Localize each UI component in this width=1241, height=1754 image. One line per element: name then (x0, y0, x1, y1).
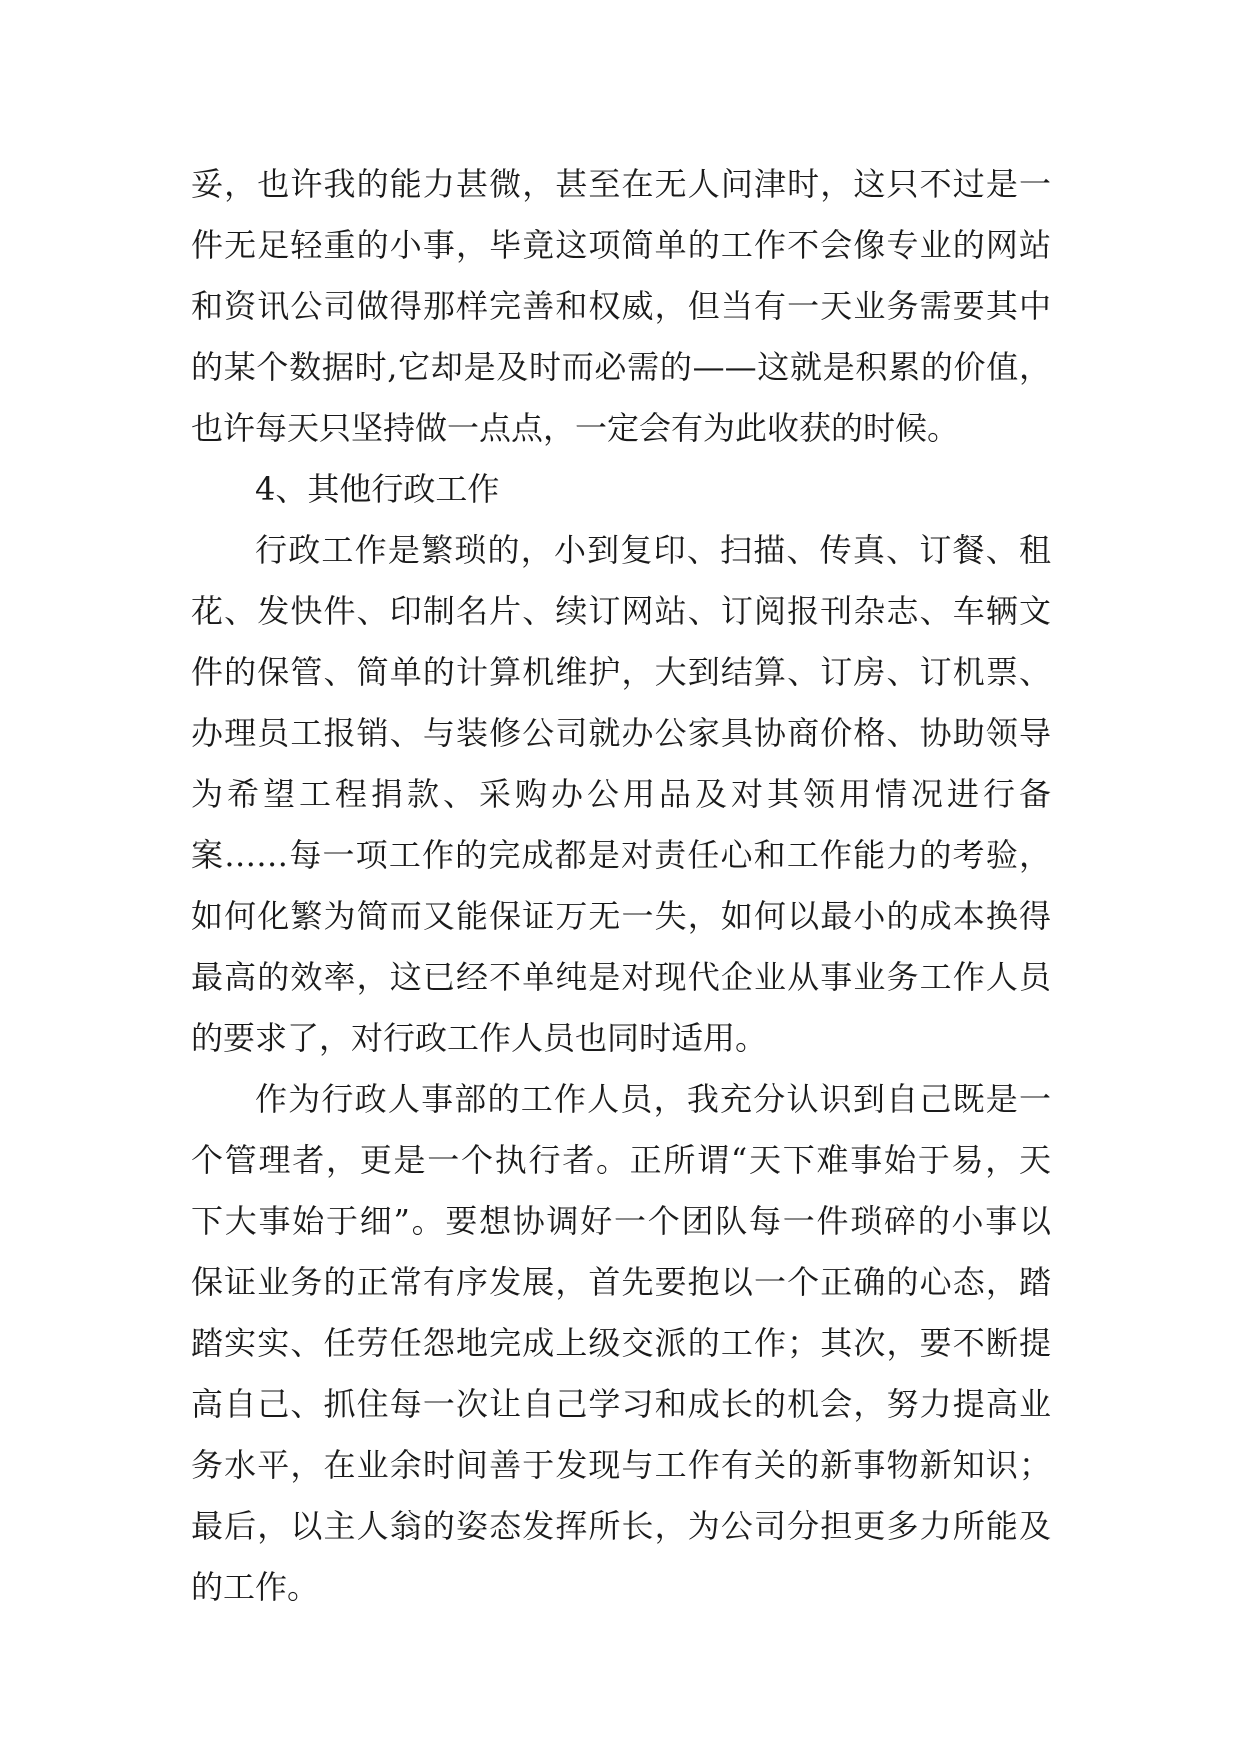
text-line: 如何化繁为简而又能保证万无一失，如何以最小的成本换得 (191, 897, 1051, 935)
text-line: 件的保管、简单的计算机维护，大到结算、订房、订机票、 (191, 653, 1051, 691)
text-line: 的要求了，对行政工作人员也同时适用。 (191, 1019, 768, 1057)
document-body (191, 154, 1051, 1618)
text-line: 也许每天只坚持做一点点，一定会有为此收获的时候。 (191, 409, 960, 447)
text-line: 最高的效率，这已经不单纯是对现代企业从事业务工作人员 (191, 958, 1051, 996)
text-line: 的工作。 (191, 1568, 320, 1606)
text-line: 下大事始于细”。要想协调好一个团队每一件琐碎的小事以 (191, 1202, 1051, 1240)
text-line: 作为行政人事部的工作人员，我充分认识到自己既是一 (255, 1080, 1051, 1118)
text-line: 最后，以主人翁的姿态发挥所长，为公司分担更多力所能及 (191, 1507, 1051, 1545)
paragraph-staff-role (191, 1069, 1051, 1618)
text-line: 件无足轻重的小事，毕竟这项简单的工作不会像专业的网站 (191, 226, 1051, 264)
text-line: 的某个数据时,它却是及时而必需的——这就是积累的价值， (191, 348, 1051, 386)
section-heading: 4、其他行政工作 (255, 470, 500, 508)
text-line: 为希望工程捐款、采购办公用品及对其领用情况进行备 (191, 775, 1051, 813)
text-line: 妥，也许我的能力甚微，甚至在无人问津时，这只不过是一 (191, 165, 1051, 203)
text-line: 案……每一项工作的完成都是对责任心和工作能力的考验， (191, 836, 1051, 874)
paragraph-continuation (191, 154, 1051, 459)
text-line: 行政工作是繁琐的，小到复印、扫描、传真、订餐、租 (255, 531, 1051, 569)
text-line: 务水平，在业余时间善于发现与工作有关的新事物新知识； (191, 1446, 1051, 1484)
paragraph-admin-work (191, 520, 1051, 1069)
text-line: 办理员工报销、与装修公司就办公家具协商价格、协助领导 (191, 714, 1051, 752)
text-line: 高自己、抓住每一次让自己学习和成长的机会，努力提高业 (191, 1385, 1051, 1423)
text-line: 个管理者，更是一个执行者。正所谓“天下难事始于易，天 (191, 1141, 1051, 1179)
text-line: 花、发快件、印制名片、续订网站、订阅报刊杂志、车辆文 (191, 592, 1051, 630)
text-line: 保证业务的正常有序发展，首先要抱以一个正确的心态，踏 (191, 1263, 1051, 1301)
text-line: 和资讯公司做得那样完善和权威，但当有一天业务需要其中 (191, 287, 1051, 325)
text-line: 踏实实、任劳任怨地完成上级交派的工作；其次，要不断提 (191, 1324, 1051, 1362)
